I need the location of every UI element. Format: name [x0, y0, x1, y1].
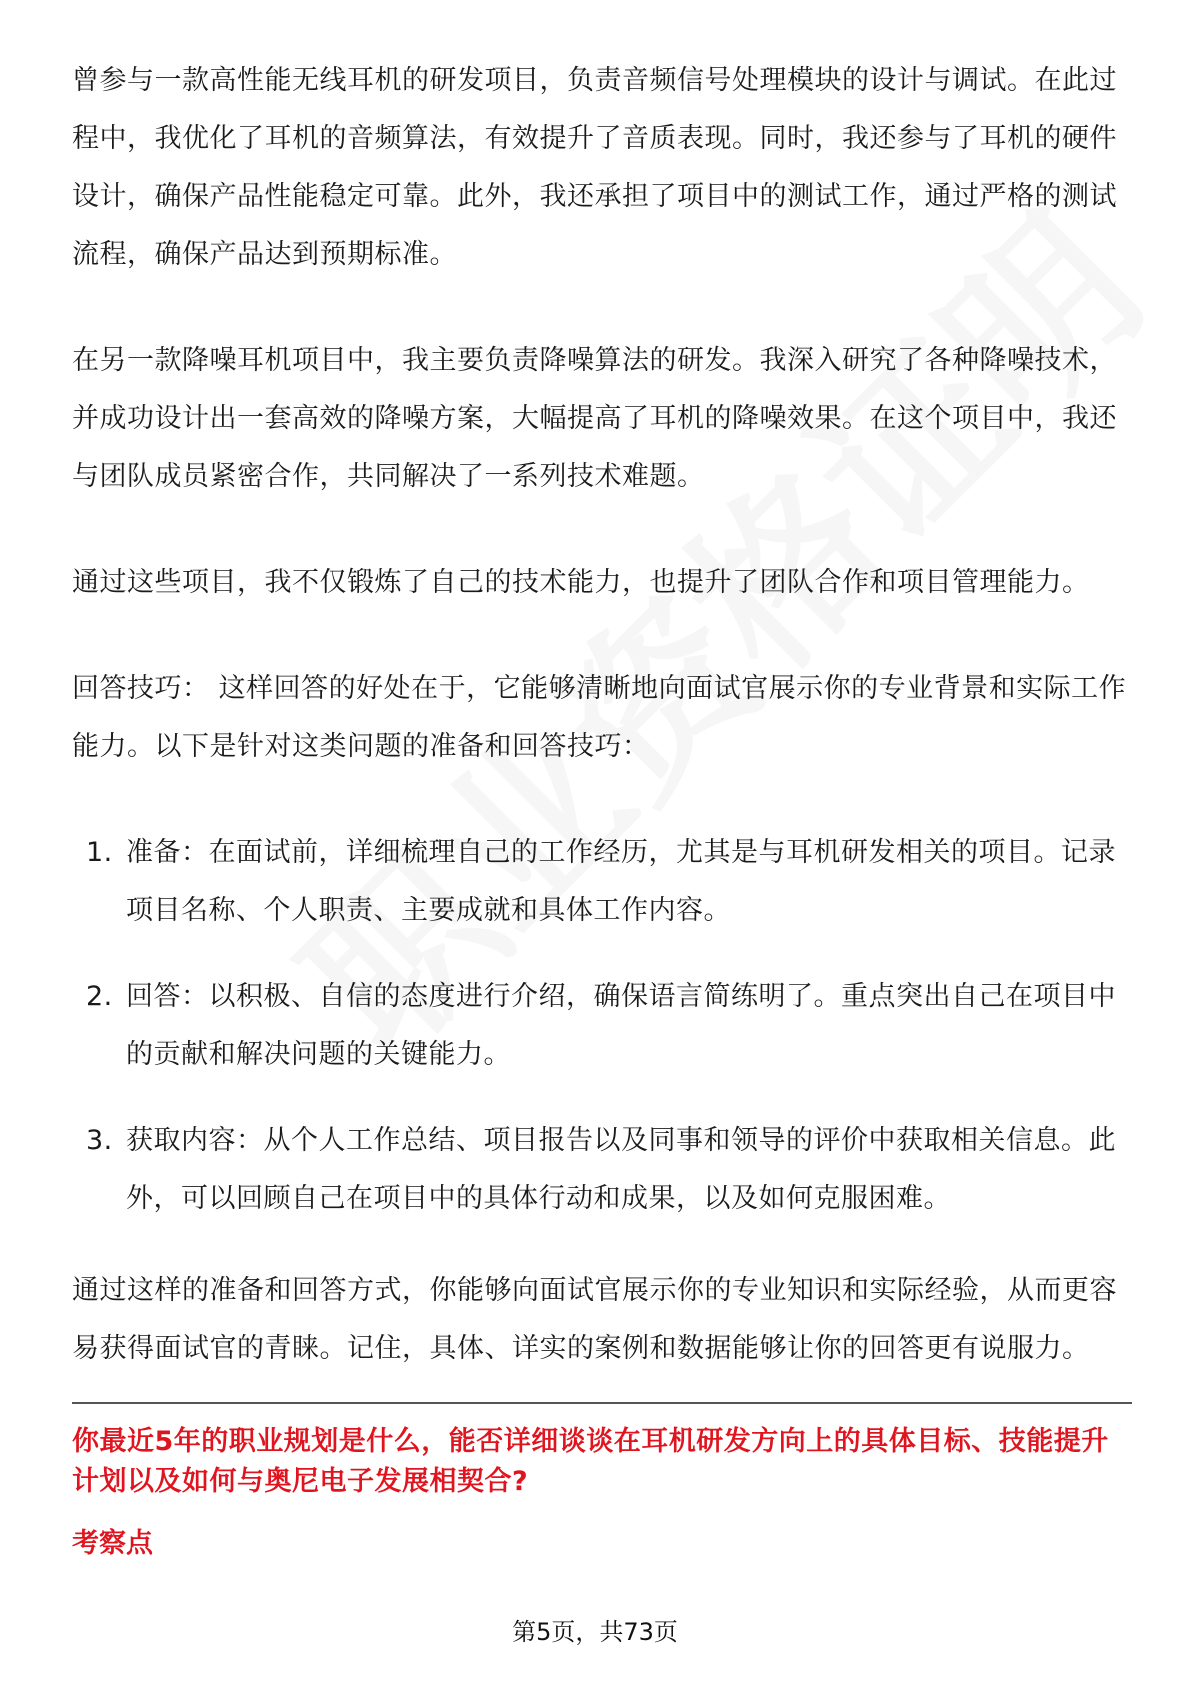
page-footer: 第5页，共73页	[512, 1618, 678, 1646]
paragraph-project-2: 在另一款降噪耳机项目中，我主要负责降噪算法的研发。我深入研究了各种降噪技术，并成功设计出一套高效的降噪方案，大幅提高了耳机的降噪效果。在这个项目中，我还与团队成员紧密合作，共同解决了一系列技术难题。	[72, 345, 1117, 492]
subheading-assessment-points: 考察点	[72, 1528, 153, 1559]
list-number: 3.	[86, 1125, 113, 1156]
list-number: 1.	[86, 837, 113, 868]
paragraph-project-1: 曾参与一款高性能无线耳机的研发项目，负责音频信号处理模块的设计与调试。在此过程中，我优化了耳机的音频算法，有效提升了音质表现。同时，我还参与了耳机的硬件设计，确保产品性能稳定可靠。此外，我还承担了项目中的测试工作，通过严格的测试流程，确保产品达到预期标准。	[72, 65, 1117, 270]
paragraph-answer-tips: 回答技巧： 这样回答的好处在于，它能够清晰地向面试官展示你的专业背景和实际工作能力。以下是针对这类问题的准备和回答技巧：	[72, 673, 1127, 762]
page-content	[72, 52, 1132, 1564]
section-divider	[72, 1402, 1132, 1404]
list-text: 准备：在面试前，详细梳理自己的工作经历，尤其是与耳机研发相关的项目。记录项目名称、个人职责、主要成就和具体工作内容。	[126, 837, 1116, 926]
list-text: 回答：以积极、自信的态度进行介绍，确保语言简练明了。重点突出自己在项目中的贡献和解决问题的关键能力。	[126, 981, 1116, 1070]
list-item	[72, 824, 1132, 940]
paragraph-summary: 通过这些项目，我不仅锻炼了自己的技术能力，也提升了团队合作和项目管理能力。	[72, 567, 1090, 598]
next-question-heading: 你最近5年的职业规划是什么，能否详细谈谈在耳机研发方向上的具体目标、技能提升计划以及如何与奥尼电子发展相契合?	[72, 1426, 1109, 1497]
list-text: 获取内容：从个人工作总结、项目报告以及同事和领导的评价中获取相关信息。此外，可以回顾自己在项目中的具体行动和成果，以及如何克服困难。	[126, 1125, 1116, 1214]
list-item	[72, 1112, 1132, 1228]
paragraph-closing: 通过这样的准备和回答方式，你能够向面试官展示你的专业知识和实际经验，从而更容易获得面试官的青睐。记住，具体、详实的案例和数据能够让你的回答更有说服力。	[72, 1275, 1117, 1364]
list-number: 2.	[86, 981, 113, 1012]
tips-list	[72, 824, 1132, 1228]
list-item	[72, 968, 1132, 1084]
